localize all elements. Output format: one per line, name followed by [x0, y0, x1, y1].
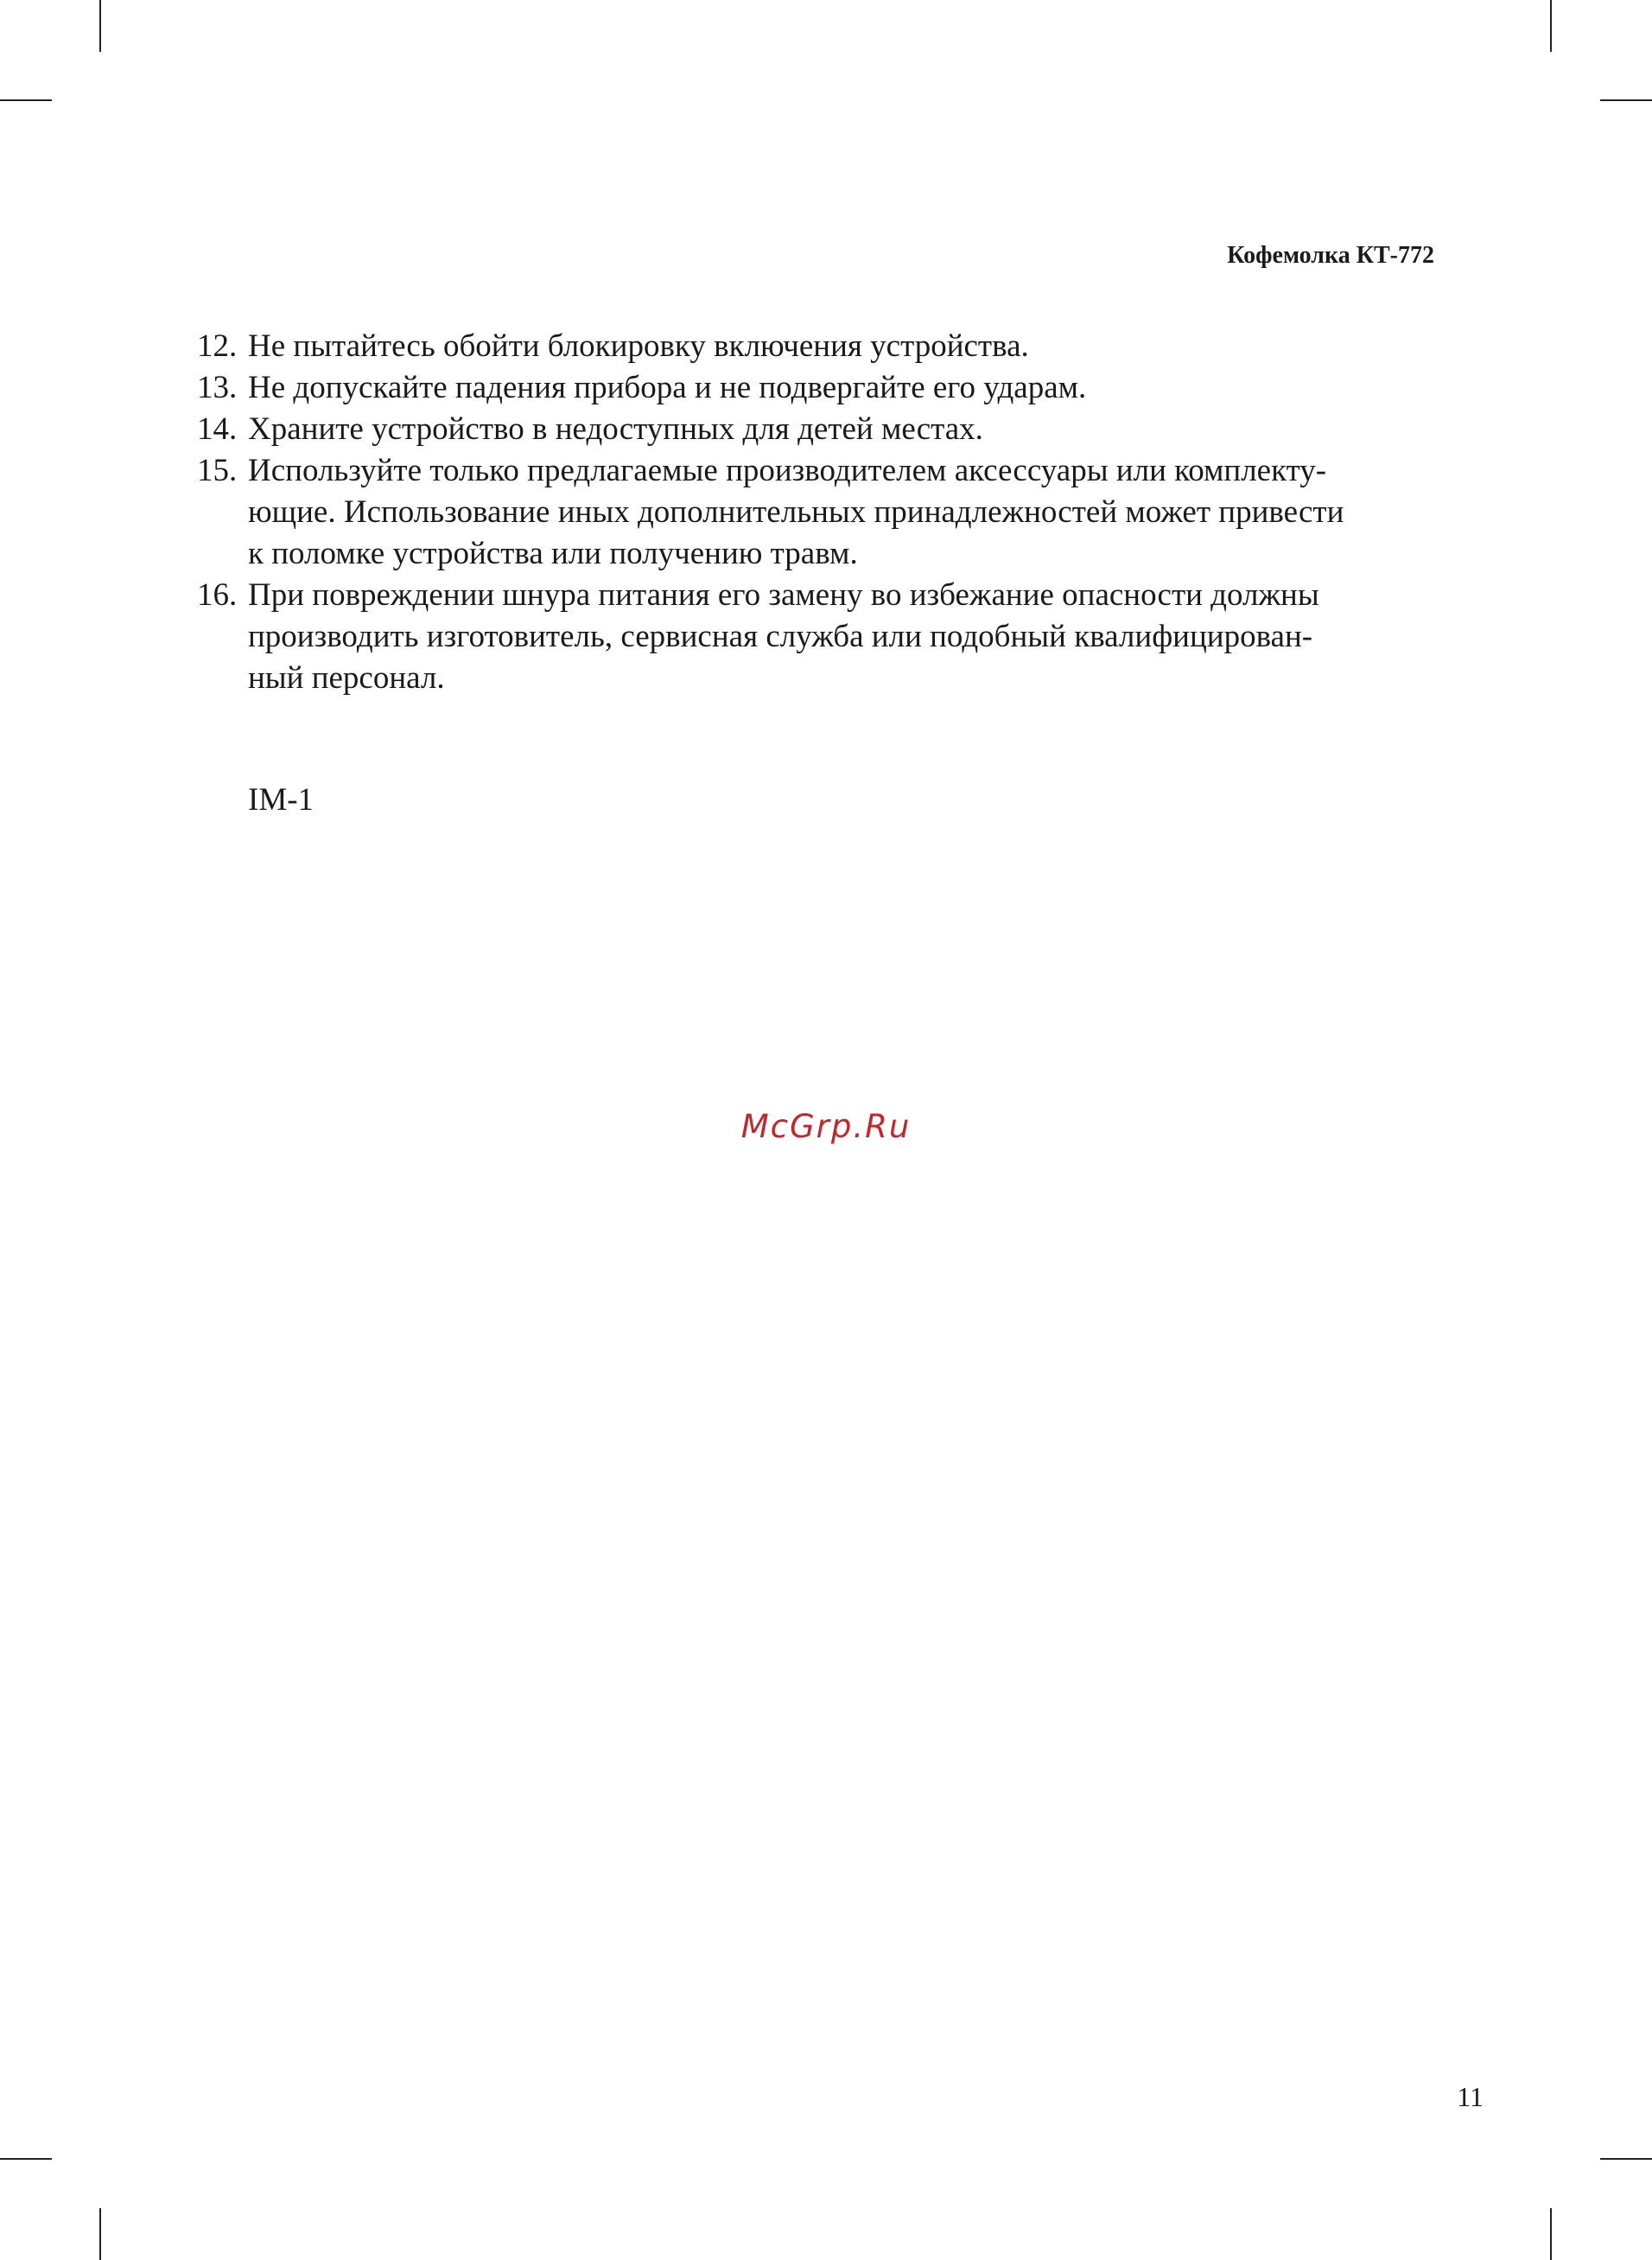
- item-number: 15.: [197, 453, 238, 488]
- safety-instructions-list: [197, 326, 1458, 699]
- item-number: 14.: [197, 411, 238, 447]
- list-item: [197, 575, 1458, 699]
- crop-mark: [1600, 99, 1652, 101]
- list-item: [197, 409, 1458, 450]
- item-text: При повреждении шнура питания его замену во избежание опасности должны: [248, 577, 1319, 613]
- watermark: McGrp.Ru: [740, 1108, 912, 1145]
- crop-mark: [0, 2158, 52, 2160]
- running-header: Кофемолка КТ-772: [1227, 242, 1434, 269]
- item-text: производить изготовитель, сервисная служба или подобный квалифицирован-: [248, 619, 1313, 654]
- page-number: 11: [1457, 2081, 1484, 2112]
- list-item: [197, 367, 1458, 409]
- item-text: Не пытайтесь обойти блокировку включения устройства.: [248, 328, 1029, 364]
- item-text: ющие. Использование иных дополнительных принадлежностей может привести: [248, 494, 1344, 530]
- crop-mark: [1600, 2158, 1652, 2160]
- crop-mark: [99, 0, 101, 52]
- crop-mark: [1550, 2208, 1552, 2260]
- crop-mark: [99, 2208, 101, 2260]
- crop-mark: [0, 99, 52, 101]
- document-code: IM-1: [248, 782, 315, 818]
- item-text: ный персонал.: [248, 660, 445, 696]
- crop-mark: [1550, 0, 1552, 52]
- item-number: 13.: [197, 370, 238, 405]
- item-text: к поломке устройства или получению травм.: [248, 536, 858, 571]
- list-item: [197, 326, 1458, 367]
- item-text: Не допускайте падения прибора и не подвергайте его ударам.: [248, 370, 1087, 405]
- item-number: 12.: [197, 328, 238, 364]
- list-item: [197, 450, 1458, 575]
- item-text: Храните устройство в недоступных для детей местах.: [248, 411, 983, 447]
- item-number: 16.: [197, 577, 238, 613]
- item-text: Используйте только предлагаемые производителем аксессуары или комплекту-: [248, 453, 1327, 488]
